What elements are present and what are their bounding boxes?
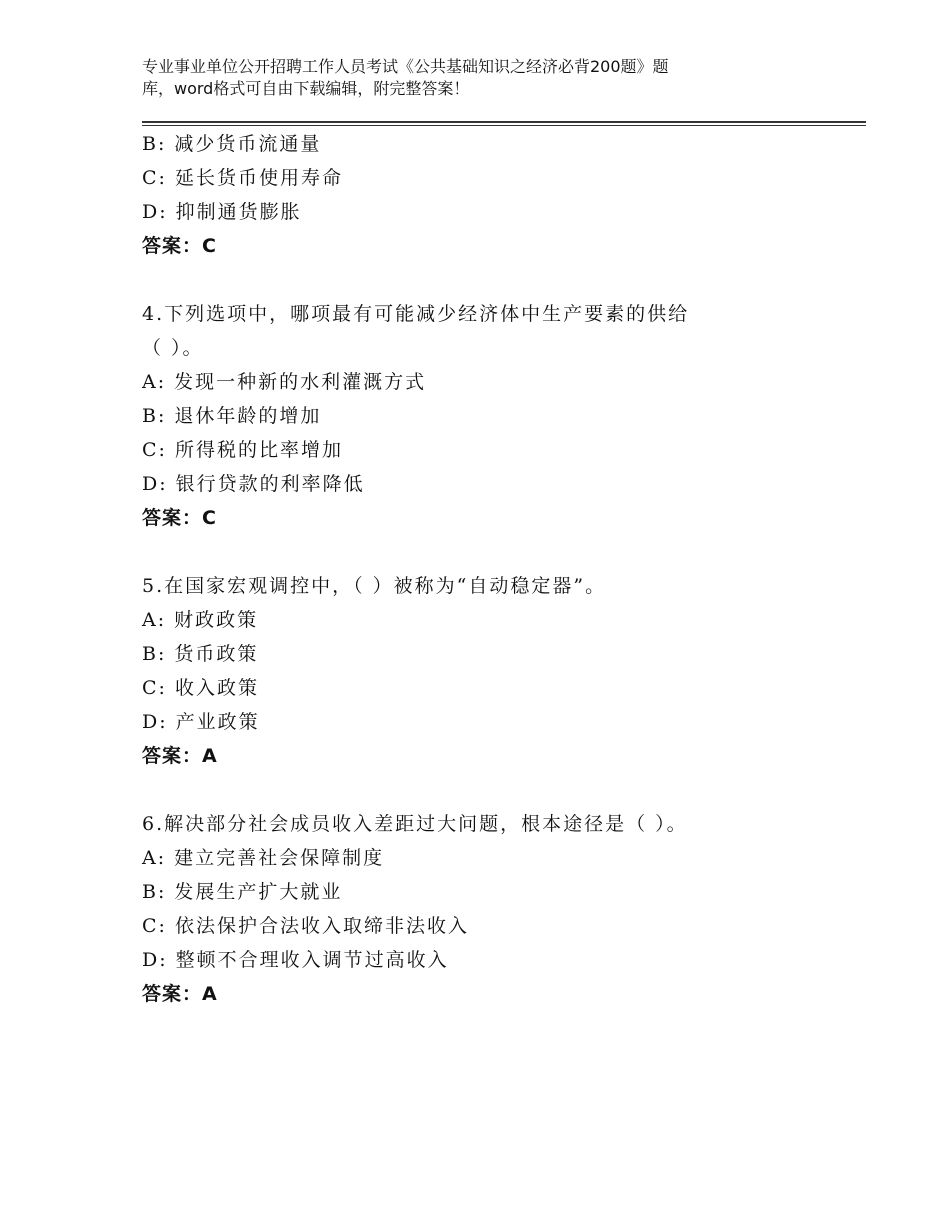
option-c: C: 依法保护合法收入取缔非法收入 bbox=[142, 915, 469, 937]
page-header bbox=[142, 56, 782, 100]
question-stem: 5.在国家宏观调控中，（ ）被称为“自动稳定器”。 bbox=[142, 575, 607, 597]
header-divider-thin bbox=[142, 125, 866, 126]
spacer bbox=[142, 535, 866, 569]
option-c: C: 收入政策 bbox=[142, 677, 259, 699]
option-a: A: 建立完善社会保障制度 bbox=[142, 847, 385, 869]
option-c: C: 延长货币使用寿命 bbox=[142, 167, 343, 189]
question-5 bbox=[142, 569, 866, 773]
question-stem-continued: （ ）。 bbox=[142, 337, 204, 359]
option-a: A: 财政政策 bbox=[142, 609, 259, 631]
option-d: D: 银行贷款的利率降低 bbox=[142, 473, 365, 495]
question-stem: 6.解决部分社会成员收入差距过大问题，根本途径是（ ）。 bbox=[142, 813, 688, 835]
question-4 bbox=[142, 297, 866, 535]
answer: 答案：C bbox=[142, 507, 217, 529]
header-divider-thick bbox=[142, 121, 866, 123]
header-title-line2: 库，word格式可自由下载编辑，附完整答案！ bbox=[142, 79, 470, 98]
option-d: D: 产业政策 bbox=[142, 711, 260, 733]
answer: 答案：A bbox=[142, 983, 218, 1005]
option-b: B: 退休年龄的增加 bbox=[142, 405, 322, 427]
option-b: B: 减少货币流通量 bbox=[142, 133, 322, 155]
spacer bbox=[142, 263, 866, 297]
spacer bbox=[142, 773, 866, 807]
question-6 bbox=[142, 807, 866, 1011]
answer: 答案：A bbox=[142, 745, 218, 767]
option-c: C: 所得税的比率增加 bbox=[142, 439, 343, 461]
option-b: B: 发展生产扩大就业 bbox=[142, 881, 343, 903]
option-b: B: 货币政策 bbox=[142, 643, 259, 665]
question-list bbox=[142, 127, 866, 1011]
answer: 答案：C bbox=[142, 235, 217, 257]
header-title-line1: 专业事业单位公开招聘工作人员考试《公共基础知识之经济必背200题》题 bbox=[142, 57, 669, 76]
question-3-tail bbox=[142, 127, 866, 263]
option-a: A: 发现一种新的水利灌溉方式 bbox=[142, 371, 427, 393]
option-d: D: 抑制通货膨胀 bbox=[142, 201, 302, 223]
option-d: D: 整顿不合理收入调节过高收入 bbox=[142, 949, 449, 971]
question-stem: 4.下列选项中，哪项最有可能减少经济体中生产要素的供给 bbox=[142, 303, 690, 325]
